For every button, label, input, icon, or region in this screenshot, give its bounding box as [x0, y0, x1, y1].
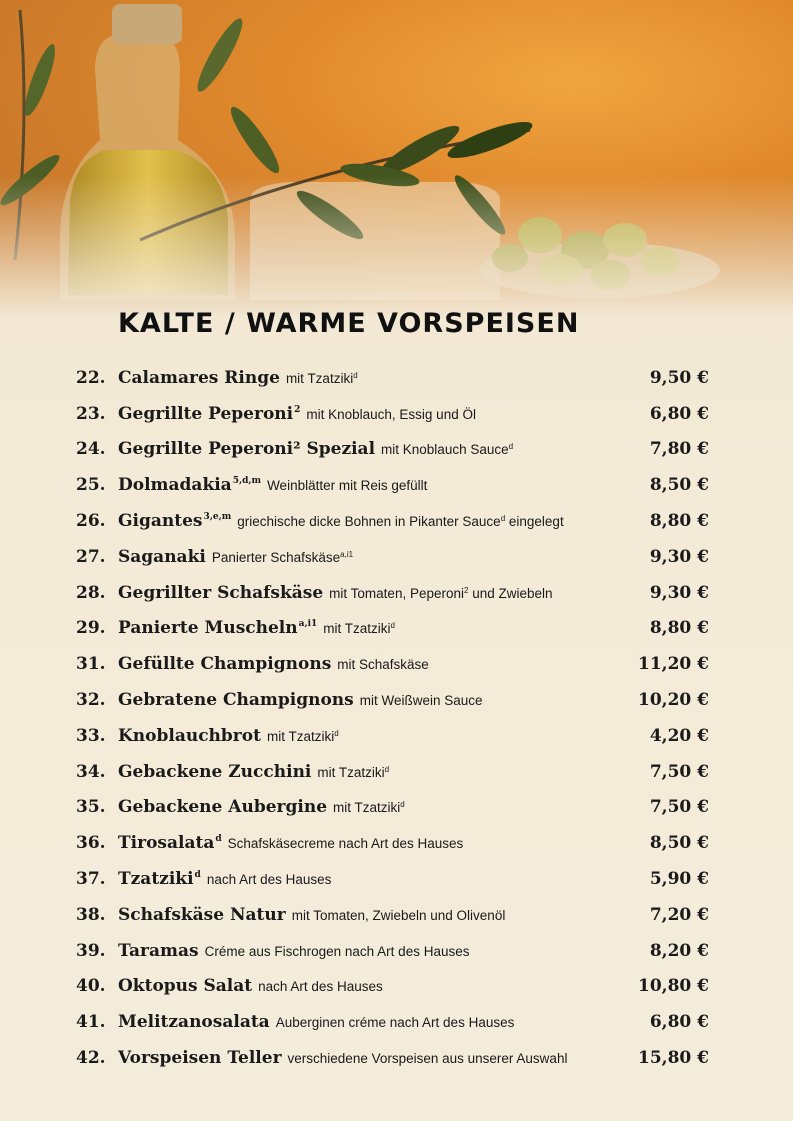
item-description [288, 1051, 568, 1066]
item-price: 7,80 € [649, 439, 709, 460]
item-price: 8,80 € [649, 511, 709, 532]
description-sup: 2 [464, 585, 469, 595]
description-tail: eingelegt [505, 514, 564, 530]
item-name: Calamares Ringe [118, 367, 280, 388]
item-name: Oktopus Salat [118, 976, 253, 997]
item-dish [118, 690, 483, 710]
item-dish [118, 404, 476, 424]
menu-section-heading: KALTE / WARME VORSPEISEN [118, 308, 580, 339]
item-dish [118, 797, 405, 817]
menu-item [0, 861, 793, 897]
item-description [212, 550, 353, 565]
description-text: mit Knoblauch, Essig und Öl [306, 406, 476, 422]
item-dish [118, 726, 339, 746]
menu-item [0, 897, 793, 933]
item-name: Gefüllte Champignons [118, 654, 332, 675]
allergen-sup: 3,e,m [203, 512, 232, 523]
item-dish [118, 941, 469, 961]
item-name: Gegrillte Peperoni [118, 403, 294, 424]
item-description [381, 442, 513, 457]
menu-item [0, 1004, 793, 1040]
description-sup: d [400, 800, 405, 810]
description-sup: d [334, 728, 339, 738]
item-description [306, 407, 476, 422]
description-text: mit Tzatziki [266, 728, 335, 744]
item-number: 38. [76, 904, 106, 925]
item-number: 27. [76, 546, 106, 567]
menu-item [0, 825, 793, 861]
item-number: 36. [76, 833, 106, 854]
item-dish [118, 762, 389, 782]
item-dish [118, 618, 395, 638]
item-number: 35. [76, 797, 106, 818]
menu-item [0, 467, 793, 503]
description-sup: d [500, 514, 506, 524]
item-dish [118, 654, 429, 674]
allergen-sup: d [215, 834, 222, 845]
item-name: Gebackene Zucchini [118, 761, 312, 782]
item-description [333, 800, 405, 815]
item-price: 5,90 € [649, 869, 709, 890]
item-dish [118, 511, 564, 531]
item-description [228, 836, 464, 851]
item-dish [118, 1012, 514, 1032]
item-name: Melitzanosalata [118, 1012, 270, 1033]
item-number: 37. [76, 869, 106, 890]
item-number: 32. [76, 690, 106, 711]
item-number: 25. [76, 475, 106, 496]
item-dish [118, 833, 463, 853]
item-dish [118, 869, 331, 889]
item-number: 26. [76, 511, 106, 532]
menu-item [0, 790, 793, 826]
item-dish [118, 1048, 567, 1068]
item-dish [118, 475, 427, 495]
item-dish [118, 976, 383, 996]
item-price: 8,80 € [649, 618, 709, 639]
item-name: Taramas [118, 940, 199, 961]
item-number: 39. [76, 940, 106, 961]
item-name: Gegrillter Schafskäse [118, 582, 324, 603]
item-number: 28. [76, 582, 106, 603]
item-price: 4,20 € [649, 725, 709, 746]
description-text: griechische dicke Bohnen in Pikanter Sauce [237, 514, 501, 530]
description-text: mit Tomaten, Peperoni [329, 585, 464, 601]
description-sup: d [508, 442, 514, 452]
item-name: Gegrillte Peperoni² Spezial [118, 439, 376, 460]
allergen-sup: a,i1 [298, 619, 318, 630]
item-price: 6,80 € [649, 403, 709, 424]
item-dish [118, 905, 505, 925]
menu-list [0, 360, 793, 1076]
item-number: 23. [76, 403, 106, 424]
description-text: mit Tzatziki [317, 764, 385, 780]
description-text: Créme aus Fischrogen nach Art des Hauses [204, 943, 470, 959]
item-name: Dolmadakia [118, 475, 232, 496]
item-description [337, 657, 429, 672]
item-number: 42. [76, 1048, 106, 1069]
menu-item [0, 682, 793, 718]
item-description [237, 514, 563, 529]
menu-item [0, 718, 793, 754]
item-dish [118, 439, 513, 459]
item-name: Knoblauchbrot [118, 725, 261, 746]
item-dish [118, 547, 353, 567]
item-description [292, 908, 506, 923]
description-text: Panierter Schafskäse [211, 549, 341, 565]
menu-item [0, 646, 793, 682]
description-text: nach Art des Hauses [258, 979, 383, 995]
item-number: 31. [76, 654, 106, 675]
description-text: Auberginen créme nach Art des Hauses [275, 1015, 515, 1031]
item-description [205, 944, 470, 959]
item-dish [118, 368, 358, 388]
item-price: 10,80 € [638, 976, 709, 997]
item-number: 33. [76, 725, 106, 746]
item-number: 40. [76, 976, 106, 997]
item-price: 11,20 € [638, 654, 709, 675]
description-text: Schafskäsecreme nach Art des Hauses [227, 836, 464, 852]
item-name: Gigantes [118, 511, 203, 532]
item-price: 8,50 € [649, 475, 709, 496]
item-name: Saganaki [118, 546, 206, 567]
item-price: 6,80 € [649, 1012, 709, 1033]
item-name: Panierte Muscheln [118, 618, 298, 639]
description-tail: und Zwiebeln [468, 585, 553, 601]
menu-item [0, 1040, 793, 1076]
item-description [323, 621, 395, 636]
description-text: mit Tzatziki [323, 621, 391, 637]
allergen-sup: 5,d,m [232, 476, 262, 487]
item-price: 15,80 € [638, 1048, 709, 1069]
olive-oil-banner-image [0, 0, 793, 320]
description-text: mit Tomaten, Zwiebeln und Olivenöl [291, 907, 506, 923]
menu-item [0, 611, 793, 647]
description-sup: d [390, 621, 395, 631]
menu-item [0, 969, 793, 1005]
item-dish [118, 583, 553, 603]
item-description [360, 693, 483, 708]
item-number: 22. [76, 367, 106, 388]
item-number: 41. [76, 1012, 106, 1033]
item-price: 9,30 € [649, 546, 709, 567]
menu-item [0, 360, 793, 396]
menu-item [0, 933, 793, 969]
item-price: 9,50 € [649, 367, 709, 388]
description-text: nach Art des Hauses [206, 872, 332, 888]
menu-item [0, 432, 793, 468]
item-description [267, 729, 339, 744]
menu-item [0, 503, 793, 539]
item-price: 8,20 € [649, 940, 709, 961]
description-sup: a,i1 [340, 549, 354, 559]
menu-item [0, 575, 793, 611]
item-name: Tzatziki [118, 869, 194, 890]
item-name: Gebackene Aubergine [118, 797, 328, 818]
item-price: 7,50 € [649, 797, 709, 818]
item-description [267, 478, 427, 493]
description-text: mit Tzatziki [333, 800, 401, 816]
description-text: verschiedene Vorspeisen aus unserer Auswahl [287, 1051, 568, 1067]
item-price: 7,20 € [649, 904, 709, 925]
item-price: 10,20 € [638, 690, 709, 711]
description-text: mit Tzatziki [285, 370, 354, 386]
description-text: mit Weißwein Sauce [359, 693, 483, 709]
description-sup: d [384, 764, 390, 774]
item-name: Vorspeisen Teller [118, 1048, 282, 1069]
description-text: mit Schafskäse [337, 657, 429, 673]
allergen-sup: 2 [294, 404, 301, 415]
item-description [286, 371, 358, 386]
item-name: Schafskäse Natur [118, 904, 286, 925]
item-description [329, 586, 552, 601]
item-name: Gebratene Champignons [118, 690, 354, 711]
menu-item [0, 539, 793, 575]
description-text: mit Knoblauch Sauce [381, 442, 509, 458]
item-number: 24. [76, 439, 106, 460]
allergen-sup: d [194, 870, 201, 881]
description-sup: d [353, 370, 358, 380]
item-number: 29. [76, 618, 106, 639]
item-price: 8,50 € [649, 833, 709, 854]
item-description [276, 1015, 515, 1030]
menu-item [0, 396, 793, 432]
item-description [317, 765, 389, 780]
item-number: 34. [76, 761, 106, 782]
item-description [207, 872, 332, 887]
description-text: Weinblätter mit Reis gefüllt [267, 478, 428, 494]
item-name: Tirosalata [118, 833, 215, 854]
item-description [258, 979, 383, 994]
menu-item [0, 754, 793, 790]
item-price: 9,30 € [649, 582, 709, 603]
item-price: 7,50 € [649, 761, 709, 782]
